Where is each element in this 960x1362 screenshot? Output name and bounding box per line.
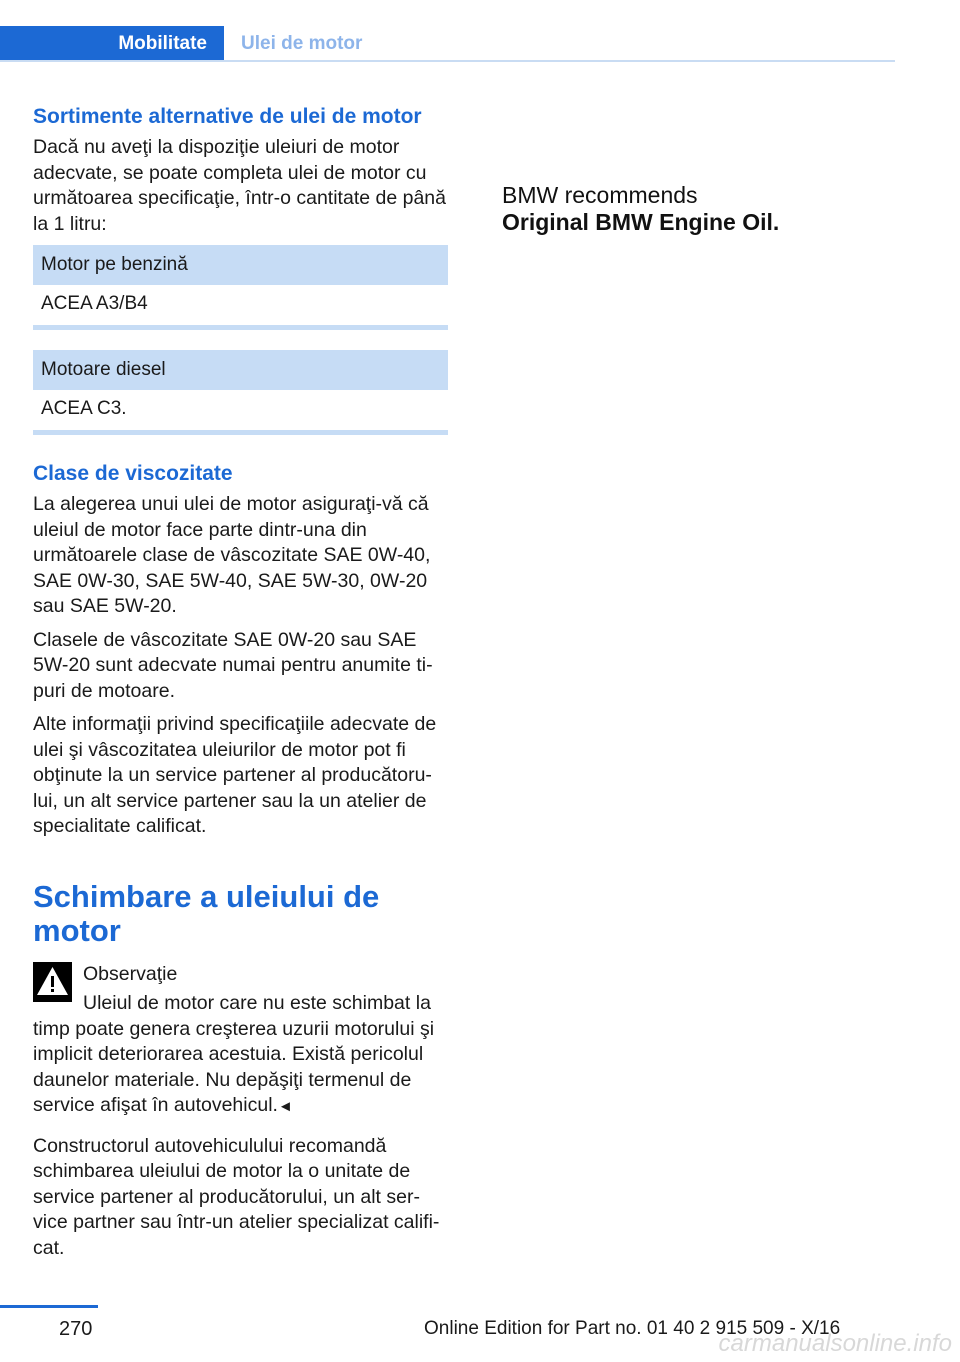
spec-table-petrol [33, 245, 448, 330]
oil-change-paragraph: Constructorul autovehiculului recomandă schimbarea uleiului de motor la o unitate de service partener al producătorului, un alt ser-vice partner sau într-un atelier specializat califi-cat. [33, 1134, 440, 1259]
section-title-alternative: Sortimente alternative de ulei de motor [33, 105, 422, 128]
footer-rule [0, 1305, 98, 1308]
table-cell: ACEA C3. [41, 398, 127, 419]
spec-table-diesel [33, 350, 448, 435]
recommendation-line-2: Original BMW Engine Oil. [502, 209, 780, 235]
warning-block [33, 962, 448, 1120]
table-rule [33, 325, 448, 330]
viscosity-paragraph-1: La alegerea unui ulei de motor asiguraţi-vă că uleiul de motor face parte dintr-una din următoarele clase de vâscozitate SAE 0W-40, SAE 0W-30, SAE 5W-40, SAE 5W-30, 0W-20 sau SAE 5W-20. [33, 493, 431, 617]
end-mark: ◄ [277, 1098, 293, 1115]
edition-note: Online Edition for Part no. 01 40 2 915 509 - X/16 [424, 1318, 841, 1339]
section-title-viscosity: Clase de viscozitate [33, 462, 233, 485]
main-column [33, 104, 448, 1269]
alternative-intro: Dacă nu aveţi la dispoziţie uleiuri de motor adecvate, se poate completa ulei de motor cu următoarea specificaţie, într-o cantitate de până la 1 litru: [33, 136, 446, 235]
section-title-oil-change: Schimbare a uleiului de motor [33, 878, 380, 948]
viscosity-paragraph-3: Alte informaţii privind specificaţiile adecvate de ulei şi vâscozitatea uleiurilor de motor pot fi obţinute la un service partener al producătoru-lui, un alt service partener sau la un atelier de specialitate calificat. [33, 713, 437, 837]
warning-text: Uleiul de motor care nu este schimbat la timp poate genera creşterea uzurii motorului şi implicit deteriorarea acestuia. Există pericolul daunelor materiale. Nu depăşiţi termenul de service afişat în autovehicul. [33, 992, 435, 1116]
tab-ulei-de-motor[interactable]: Ulei de motor [241, 33, 363, 54]
recommendation-line-1: BMW recommends [502, 182, 698, 208]
page-number: 270 [59, 1318, 93, 1340]
table-header: Motoare diesel [33, 350, 448, 390]
warning-text-wrap [33, 991, 448, 1120]
viscosity-paragraph-2: Clasele de vâscozitate SAE 0W-20 sau SAE 5W-20 sunt adecvate numai pentru anumite ti-puri de motoare. [33, 628, 433, 702]
header-divider [0, 60, 895, 62]
tab-mobilitate[interactable]: Mobilitate [0, 26, 224, 62]
warning-label: Observaţie [83, 962, 178, 985]
warning-icon [33, 962, 72, 1002]
table-cell: ACEA A3/B4 [41, 293, 148, 314]
table-rule [33, 430, 448, 435]
table-header: Motor pe benzină [33, 245, 448, 285]
header-tabs [0, 26, 895, 62]
bmw-recommendation [502, 182, 882, 236]
watermark: carmanualsonline.info [718, 1330, 952, 1357]
